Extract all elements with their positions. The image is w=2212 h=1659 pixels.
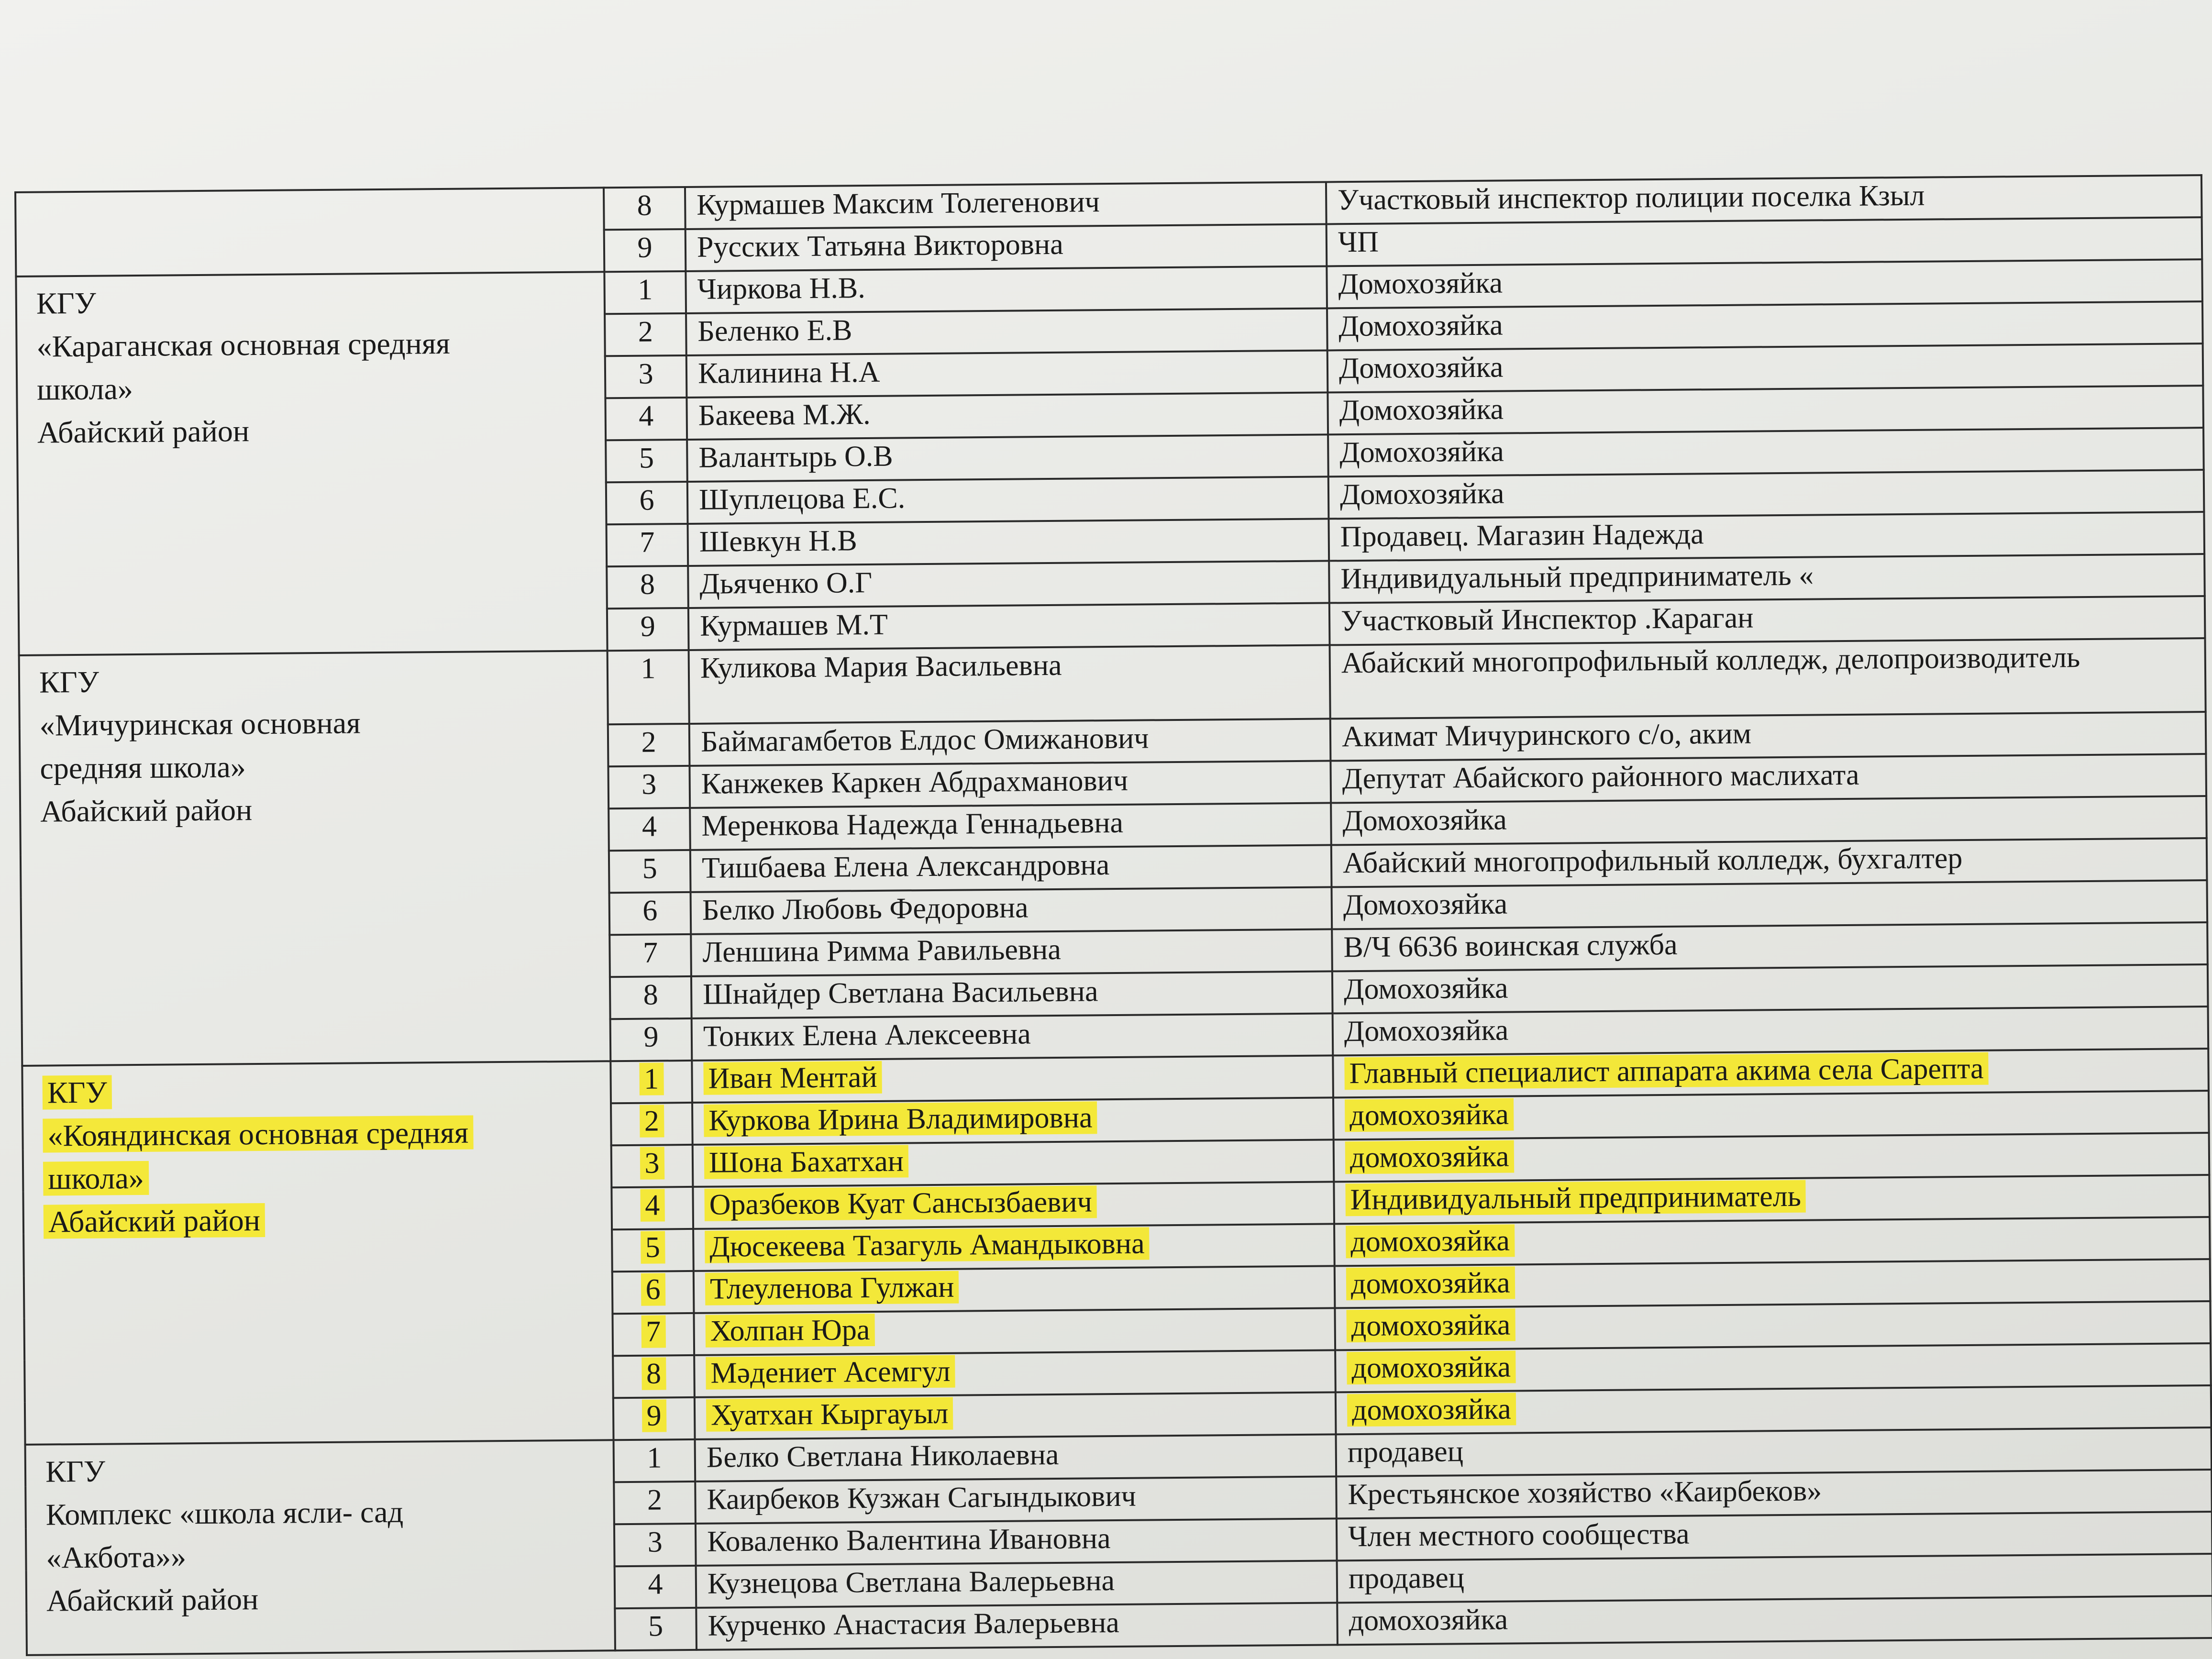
organization-line: «Мичуринская основная: [39, 706, 361, 742]
person-name: [686, 350, 1328, 398]
person-role-text: Домохозяйка: [1339, 477, 1504, 511]
row-number-text: 7: [641, 1315, 666, 1348]
organization-line: «Акбота»»: [46, 1539, 187, 1575]
organization-cell: [19, 651, 611, 1066]
row-number: [612, 1313, 694, 1356]
person-name-text: Курмашев М.Т: [699, 608, 888, 642]
person-role-text: Абайский многопрофильный колледж, бухгалтер: [1342, 842, 1963, 880]
row-number-text: 3: [647, 1526, 663, 1559]
person-name-text: Хуатхан Кыргауыл: [706, 1397, 953, 1432]
row-number: [610, 1061, 692, 1103]
person-name-text: Шнайдер Светлана Васильевна: [702, 975, 1098, 1011]
person-name: [687, 434, 1328, 482]
document-page: [14, 174, 2212, 1656]
row-number-text: 2: [647, 1483, 663, 1516]
row-number-text: 2: [640, 1105, 664, 1137]
person-role: [1336, 1470, 2212, 1518]
person-name-text: Калинина Н.А: [697, 355, 880, 390]
person-role: [1330, 712, 2206, 761]
row-number: [607, 608, 689, 651]
row-number-text: 3: [638, 357, 653, 390]
person-role-text: Главный специалист аппарата акима села Сарепта: [1344, 1052, 1989, 1090]
person-role-text: Домохозяйка: [1339, 435, 1504, 469]
person-name: [685, 182, 1327, 229]
person-role-text: домохозяйка: [1345, 1140, 1514, 1174]
row-number-text: 8: [640, 568, 655, 601]
person-role-text: Домохозяйка: [1342, 803, 1507, 838]
person-name-text: Канжекев Каркен Абдрахманович: [701, 764, 1128, 800]
person-role: [1336, 1427, 2212, 1476]
row-number: [605, 355, 687, 398]
organization-line: КГУ: [43, 1075, 112, 1109]
row-number: [608, 650, 689, 724]
person-role-text: Домохозяйка: [1343, 887, 1508, 922]
person-role: [1334, 1133, 2210, 1182]
organization-line: Абайский район: [37, 414, 250, 450]
person-role: [1329, 596, 2205, 645]
person-role-text: Домохозяйка: [1338, 309, 1503, 343]
row-number: [608, 724, 690, 766]
person-name-text: Белко Любовь Федоровна: [702, 891, 1029, 927]
row-number: [612, 1229, 694, 1272]
person-role-text: домохозяйка: [1346, 1266, 1515, 1300]
row-number-text: 2: [641, 726, 656, 759]
organization-line: «Караганская основная средняя: [36, 326, 450, 364]
organization-line: Абайский район: [46, 1582, 259, 1618]
organization-line: школа»: [36, 372, 133, 407]
person-name: [690, 845, 1332, 892]
organization-line: «Кояндинская основная средняя: [43, 1116, 473, 1153]
person-role: [1333, 1006, 2209, 1055]
person-role: [1329, 554, 2205, 603]
row-number-text: 4: [648, 1568, 663, 1601]
row-number-text: 5: [642, 852, 657, 885]
person-name: [693, 1182, 1334, 1229]
row-number-text: 5: [648, 1610, 664, 1643]
person-name-text: Каирбеков Кузжан Сагындыкович: [707, 1480, 1137, 1516]
row-number: [614, 1439, 696, 1482]
row-number: [607, 566, 688, 608]
person-role: [1331, 796, 2207, 845]
row-number: [610, 976, 692, 1019]
row-number-text: 4: [638, 399, 654, 432]
person-name-text: Бакеева М.Ж.: [698, 398, 871, 432]
person-name: [686, 392, 1328, 440]
person-name-text: Тонких Елена Алексеевна: [703, 1018, 1031, 1053]
person-role-text: домохозяйка: [1347, 1393, 1516, 1427]
row-number: [604, 187, 686, 230]
person-name: [689, 719, 1331, 766]
row-number-text: 8: [641, 1357, 666, 1390]
person-name-text: Иван Ментай: [703, 1061, 882, 1095]
organization-line: Абайский район: [40, 793, 253, 829]
person-role: [1327, 217, 2202, 266]
row-number-text: 8: [643, 978, 658, 1011]
person-role: [1328, 512, 2204, 561]
row-number: [615, 1566, 697, 1608]
person-role-text: Домохозяйка: [1344, 1014, 1509, 1048]
person-name: [695, 1476, 1337, 1524]
person-role-text: Участковый инспектор полиции поселка Кзыл: [1337, 179, 1925, 217]
person-role: [1328, 428, 2204, 476]
row-number-text: 2: [638, 315, 653, 348]
row-number-text: 4: [640, 1189, 665, 1221]
person-name-text: Дюсекеева Тазагуль Амандыковна: [705, 1227, 1150, 1263]
person-role: [1332, 964, 2208, 1013]
person-role-text: продавец: [1348, 1561, 1465, 1595]
row-number: [611, 1103, 693, 1145]
person-name: [695, 1434, 1337, 1482]
row-number: [611, 1187, 693, 1229]
person-name: [686, 308, 1327, 355]
organization-cell: [22, 1061, 613, 1445]
person-name: [695, 1392, 1336, 1439]
person-role-text: Домохозяйка: [1339, 393, 1504, 427]
person-role-text: Крестьянское хозяйство «Каирбеков»: [1348, 1474, 1822, 1511]
row-number: [610, 1018, 692, 1061]
person-name-text: Русских Татьяна Викторовна: [697, 228, 1063, 264]
row-number: [606, 482, 688, 524]
row-number: [613, 1397, 695, 1440]
organization-line: КГУ: [36, 286, 97, 321]
row-number: [604, 229, 686, 272]
person-name-text: Оразбеков Куат Сансызбаевич: [704, 1185, 1097, 1221]
row-number: [605, 398, 687, 440]
person-role-text: ЧП: [1338, 225, 1379, 259]
person-role: [1335, 1301, 2211, 1350]
person-role: [1337, 1596, 2212, 1645]
organization-line: КГУ: [45, 1454, 106, 1489]
row-number: [615, 1608, 697, 1650]
person-name-text: Беленко Е.В: [697, 314, 852, 348]
person-name-text: Тишбаева Елена Александровна: [701, 849, 1110, 885]
row-number-text: 1: [641, 652, 656, 685]
row-number-text: 1: [647, 1441, 662, 1474]
person-role-text: домохозяйка: [1346, 1224, 1515, 1258]
person-role: [1327, 386, 2203, 434]
person-role: [1327, 301, 2203, 350]
person-role: [1331, 838, 2207, 887]
person-name-text: Белко Светлана Николаевна: [706, 1438, 1059, 1474]
person-name-text: Коваленко Валентина Ивановна: [707, 1522, 1111, 1558]
row-number-text: 6: [639, 484, 654, 517]
row-number: [612, 1271, 694, 1314]
person-role-text: Домохозяйка: [1343, 972, 1508, 1006]
person-role-text: Член местного сообщества: [1348, 1517, 1690, 1553]
person-name-text: Шевкун Н.В: [699, 524, 857, 558]
organization-line: Комплекс «школа ясли- сад: [45, 1494, 404, 1532]
row-number-text: 7: [640, 526, 655, 559]
person-name: [696, 1518, 1337, 1566]
person-name: [687, 476, 1329, 524]
person-name: [694, 1308, 1335, 1355]
person-name: [692, 1097, 1334, 1145]
person-name: [696, 1603, 1338, 1650]
person-name: [693, 1139, 1334, 1187]
person-name: [688, 519, 1329, 566]
person-name-text: Меренкова Надежда Геннадьевна: [701, 806, 1124, 842]
person-role: [1332, 880, 2208, 929]
person-name-text: Дьяченко О.Г: [699, 566, 873, 600]
row-number-text: 6: [641, 1273, 665, 1305]
person-name: [692, 1055, 1333, 1103]
person-name: [690, 803, 1331, 850]
row-number: [606, 440, 687, 482]
person-role-text: Продавец. Магазин Надежда: [1340, 518, 1704, 553]
org-cell-empty: [15, 188, 604, 276]
organization-cell: [25, 1440, 615, 1655]
row-number: [611, 1145, 693, 1187]
person-role: [1335, 1343, 2211, 1392]
person-name-text: Шона Бахатхан: [704, 1145, 908, 1179]
row-number: [613, 1355, 695, 1398]
person-name-text: Тлеуленова Гулжан: [705, 1271, 959, 1305]
row-number: [605, 313, 686, 356]
row-number: [609, 892, 691, 935]
person-name: [692, 1013, 1333, 1061]
row-number: [614, 1482, 696, 1524]
row-number-text: 9: [637, 231, 653, 264]
person-name: [688, 561, 1329, 608]
person-role: [1328, 470, 2204, 519]
person-role: [1334, 1175, 2210, 1224]
person-name: [689, 761, 1331, 808]
row-number-text: 1: [639, 1062, 664, 1095]
person-name: [696, 1560, 1338, 1608]
person-name-text: Валантырь О.В: [698, 440, 893, 474]
person-name: [691, 929, 1332, 976]
person-role-text: В/Ч 6636 воинская служба: [1343, 928, 1678, 964]
row-number-text: 3: [641, 768, 657, 801]
person-name-text: Куркова Ирина Владимировна: [704, 1101, 1097, 1137]
person-role: [1337, 1512, 2212, 1560]
row-number-text: 7: [642, 936, 658, 969]
person-name: [688, 603, 1330, 650]
person-role: [1330, 754, 2206, 803]
row-number: [604, 271, 686, 314]
row-number-text: 3: [640, 1147, 664, 1179]
person-name-text: Баймагамбетов Елдос Омижанович: [700, 722, 1149, 758]
row-number: [614, 1524, 696, 1566]
person-name: [694, 1350, 1336, 1397]
person-name: [689, 645, 1330, 724]
person-role: [1327, 259, 2202, 308]
person-name-text: Мәдениет Асемгул: [706, 1355, 955, 1390]
person-role-text: домохозяйка: [1347, 1350, 1515, 1384]
person-role: [1334, 1217, 2210, 1266]
person-role: [1327, 343, 2203, 392]
person-role: [1337, 1554, 2212, 1603]
person-role-text: домохозяйка: [1349, 1603, 1508, 1637]
person-role-text: Индивидуальный предприниматель: [1345, 1180, 1806, 1217]
person-role-text: Участковый Инспектор .Караган: [1340, 601, 1754, 638]
person-name: [691, 971, 1333, 1018]
row-number-text: 4: [641, 810, 657, 843]
person-role: [1326, 175, 2202, 224]
organization-line: школа»: [43, 1161, 149, 1196]
person-role: [1333, 1091, 2209, 1139]
person-role-text: Домохозяйка: [1338, 351, 1504, 385]
row-number-text: 9: [640, 610, 655, 643]
organization-line: Абайский район: [44, 1203, 265, 1239]
person-role-text: Домохозяйка: [1338, 266, 1503, 301]
row-number: [608, 766, 690, 808]
person-name-text: Курченко Анастасия Валерьевна: [708, 1606, 1120, 1642]
person-role-text: домохозяйка: [1346, 1308, 1515, 1342]
person-role: [1333, 1049, 2209, 1097]
row-number-text: 9: [641, 1399, 666, 1432]
person-role: [1330, 638, 2206, 719]
person-name-text: Куликова Мария Васильевна: [700, 649, 1062, 685]
row-number: [609, 934, 691, 977]
person-name: [693, 1224, 1335, 1271]
row-number: [607, 524, 688, 566]
row-number-text: 8: [637, 189, 653, 222]
person-role-text: Депутат Абайского районного маслихата: [1342, 758, 1859, 796]
person-role-text: продавец: [1347, 1435, 1464, 1469]
person-role-text: Акимат Мичуринского с/о, аким: [1341, 717, 1752, 753]
person-name-text: Холпан Юра: [705, 1314, 874, 1348]
person-role: [1332, 922, 2208, 971]
person-name-text: Курмашев Максим Толегенович: [697, 186, 1100, 221]
organization-line: КГУ: [39, 664, 100, 699]
roster-table: [14, 174, 2212, 1656]
person-name: [686, 266, 1327, 313]
person-role-text: Абайский многопрофильный колледж, делопроизводитель: [1341, 641, 2080, 680]
person-name: [686, 224, 1327, 271]
row-number: [608, 808, 690, 851]
person-role: [1336, 1385, 2212, 1434]
person-name-text: Чиркова Н.В.: [697, 272, 865, 306]
row-number-text: 9: [643, 1020, 659, 1053]
person-role-text: домохозяйка: [1345, 1098, 1514, 1132]
row-number: [609, 850, 691, 893]
person-role-text: Индивидуальный предприниматель «: [1340, 559, 1814, 596]
person-role: [1335, 1259, 2211, 1308]
roster-body: [15, 175, 2212, 1655]
person-name: [694, 1266, 1335, 1313]
organization-cell: [16, 272, 607, 655]
person-name: [691, 887, 1332, 934]
person-name-text: Кузнецова Светлана Валерьевна: [707, 1564, 1115, 1600]
row-number-text: 5: [641, 1231, 665, 1263]
row-number-text: 1: [637, 273, 653, 306]
row-number-text: 5: [639, 442, 654, 475]
organization-line: средняя школа»: [40, 750, 246, 785]
person-name-text: Шуплецова Е.С.: [698, 482, 906, 516]
person-name-text: Леншина Римма Равильевна: [702, 933, 1062, 969]
row-number-text: 6: [642, 894, 658, 927]
